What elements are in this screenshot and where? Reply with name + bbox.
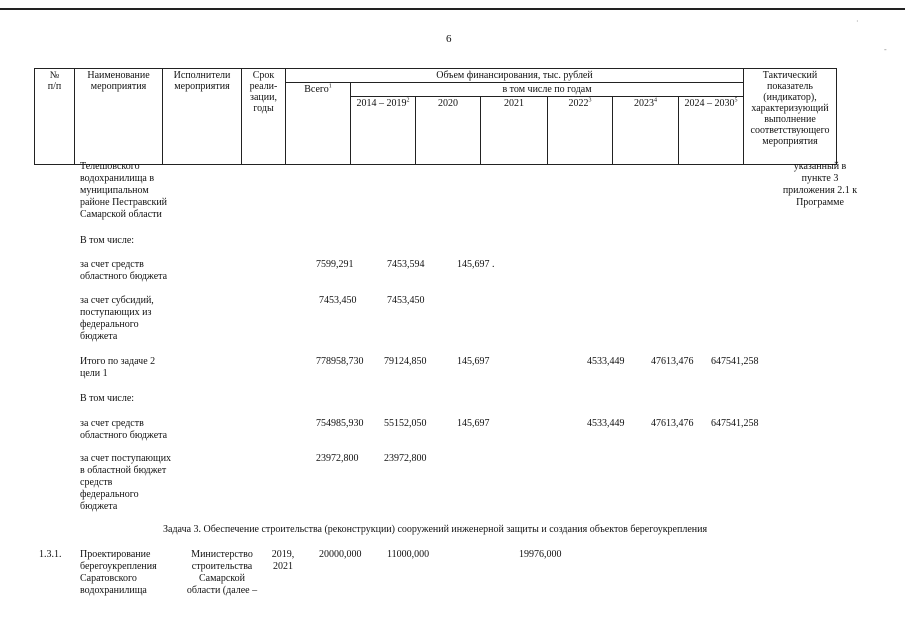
page-number: 6: [446, 33, 452, 45]
federal2-total: 23972,800: [316, 453, 359, 464]
including-label: В том числе:: [80, 235, 135, 246]
row-131-term: 2019, 2021: [271, 549, 295, 572]
header-term: Срок реали- зации, годы: [242, 69, 286, 165]
header-funding: Объем финансирования, тыс. рублей: [286, 69, 744, 83]
header-name: Наименование мероприятия: [75, 69, 163, 165]
total-task2-label: Итого по задаче 2 цели 1: [80, 356, 156, 379]
total-task2-2020: 145,697: [457, 356, 490, 367]
cont-indicator: указанный в пункте 3 приложения 2.1 к Программе: [782, 161, 858, 208]
including-label: В том числе:: [80, 393, 135, 404]
regional2-2024-2030: 647541,258: [711, 418, 759, 429]
federal1-2014-2019: 7453,450: [387, 295, 425, 306]
row-131-executor: Министерство строительства Самарской области (далее –: [186, 549, 258, 596]
total-task2-2023: 47613,476: [651, 356, 694, 367]
federal2-2014-2019: 23972,800: [384, 453, 427, 464]
row-131-total: 20000,000: [319, 549, 362, 560]
regional2-2020: 145,697: [457, 418, 490, 429]
row-131-2021: 19976,000: [519, 549, 562, 560]
header-year-2014-2019: 2014 – 2019$^2$: [351, 97, 416, 165]
cont-name: Телешовского водохранилища в муниципальном районе Пестравский Самарской области: [80, 161, 168, 220]
header-indicator: Тактический показатель (индикатор), характеризующий выполнение соответствующего мероприятия: [744, 69, 837, 165]
row-131-name: Проектирование берегоукрепления Саратовского водохранилища: [80, 549, 157, 596]
regional2-2022: 4533,449: [587, 418, 625, 429]
header-year-2021: 2021: [481, 97, 548, 165]
regional2-2014-2019: 55152,050: [384, 418, 427, 429]
regional2-total: 754985,930: [316, 418, 364, 429]
task3-heading: Задача 3. Обеспечение строительства (реконструкции) сооружений инженерной защиты и создания объектов берегоукрепления: [163, 524, 708, 535]
total-task2-2014-2019: 79124,850: [384, 356, 427, 367]
regional2-2023: 47613,476: [651, 418, 694, 429]
total-task2-2024-2030: 647541,258: [711, 356, 759, 367]
header-total: Всего$^1$: [286, 83, 351, 165]
header-executors: Исполнители мероприятия: [163, 69, 242, 165]
federal-transfer-label: за счет поступающих в областной бюджет средств федерального бюджета: [80, 453, 172, 512]
regional1-total: 7599,291: [316, 259, 354, 270]
total-task2-2022: 4533,449: [587, 356, 625, 367]
header-year-2023: 2023$^4$: [613, 97, 679, 165]
top-border-line: [0, 8, 905, 10]
header-by-years: в том числе по годам: [351, 83, 744, 97]
header-year-2024-2030: 2024 – 2030$^5$: [679, 97, 744, 165]
regional-budget-label: за счет средств областного бюджета: [80, 259, 168, 282]
federal1-total: 7453,450: [319, 295, 357, 306]
header-num: № п/п: [35, 69, 75, 165]
federal-subsidy-label: за счет субсидий, поступающих из федерального бюджета: [80, 295, 154, 342]
row-131-2014-2019: 11000,000: [387, 549, 430, 560]
row-131-number: 1.3.1.: [39, 549, 62, 560]
regional-budget-label: за счет средств областного бюджета: [80, 418, 168, 441]
regional1-2014-2019: 7453,594: [387, 259, 425, 270]
header-year-2020: 2020: [416, 97, 481, 165]
scan-mark: -: [884, 45, 887, 54]
scan-mark: ·: [856, 17, 859, 26]
regional1-2020: 145,697 .: [457, 259, 495, 270]
header-table: [34, 68, 837, 165]
total-task2-total: 778958,730: [316, 356, 364, 367]
header-year-2022: 2022$^3$: [548, 97, 613, 165]
